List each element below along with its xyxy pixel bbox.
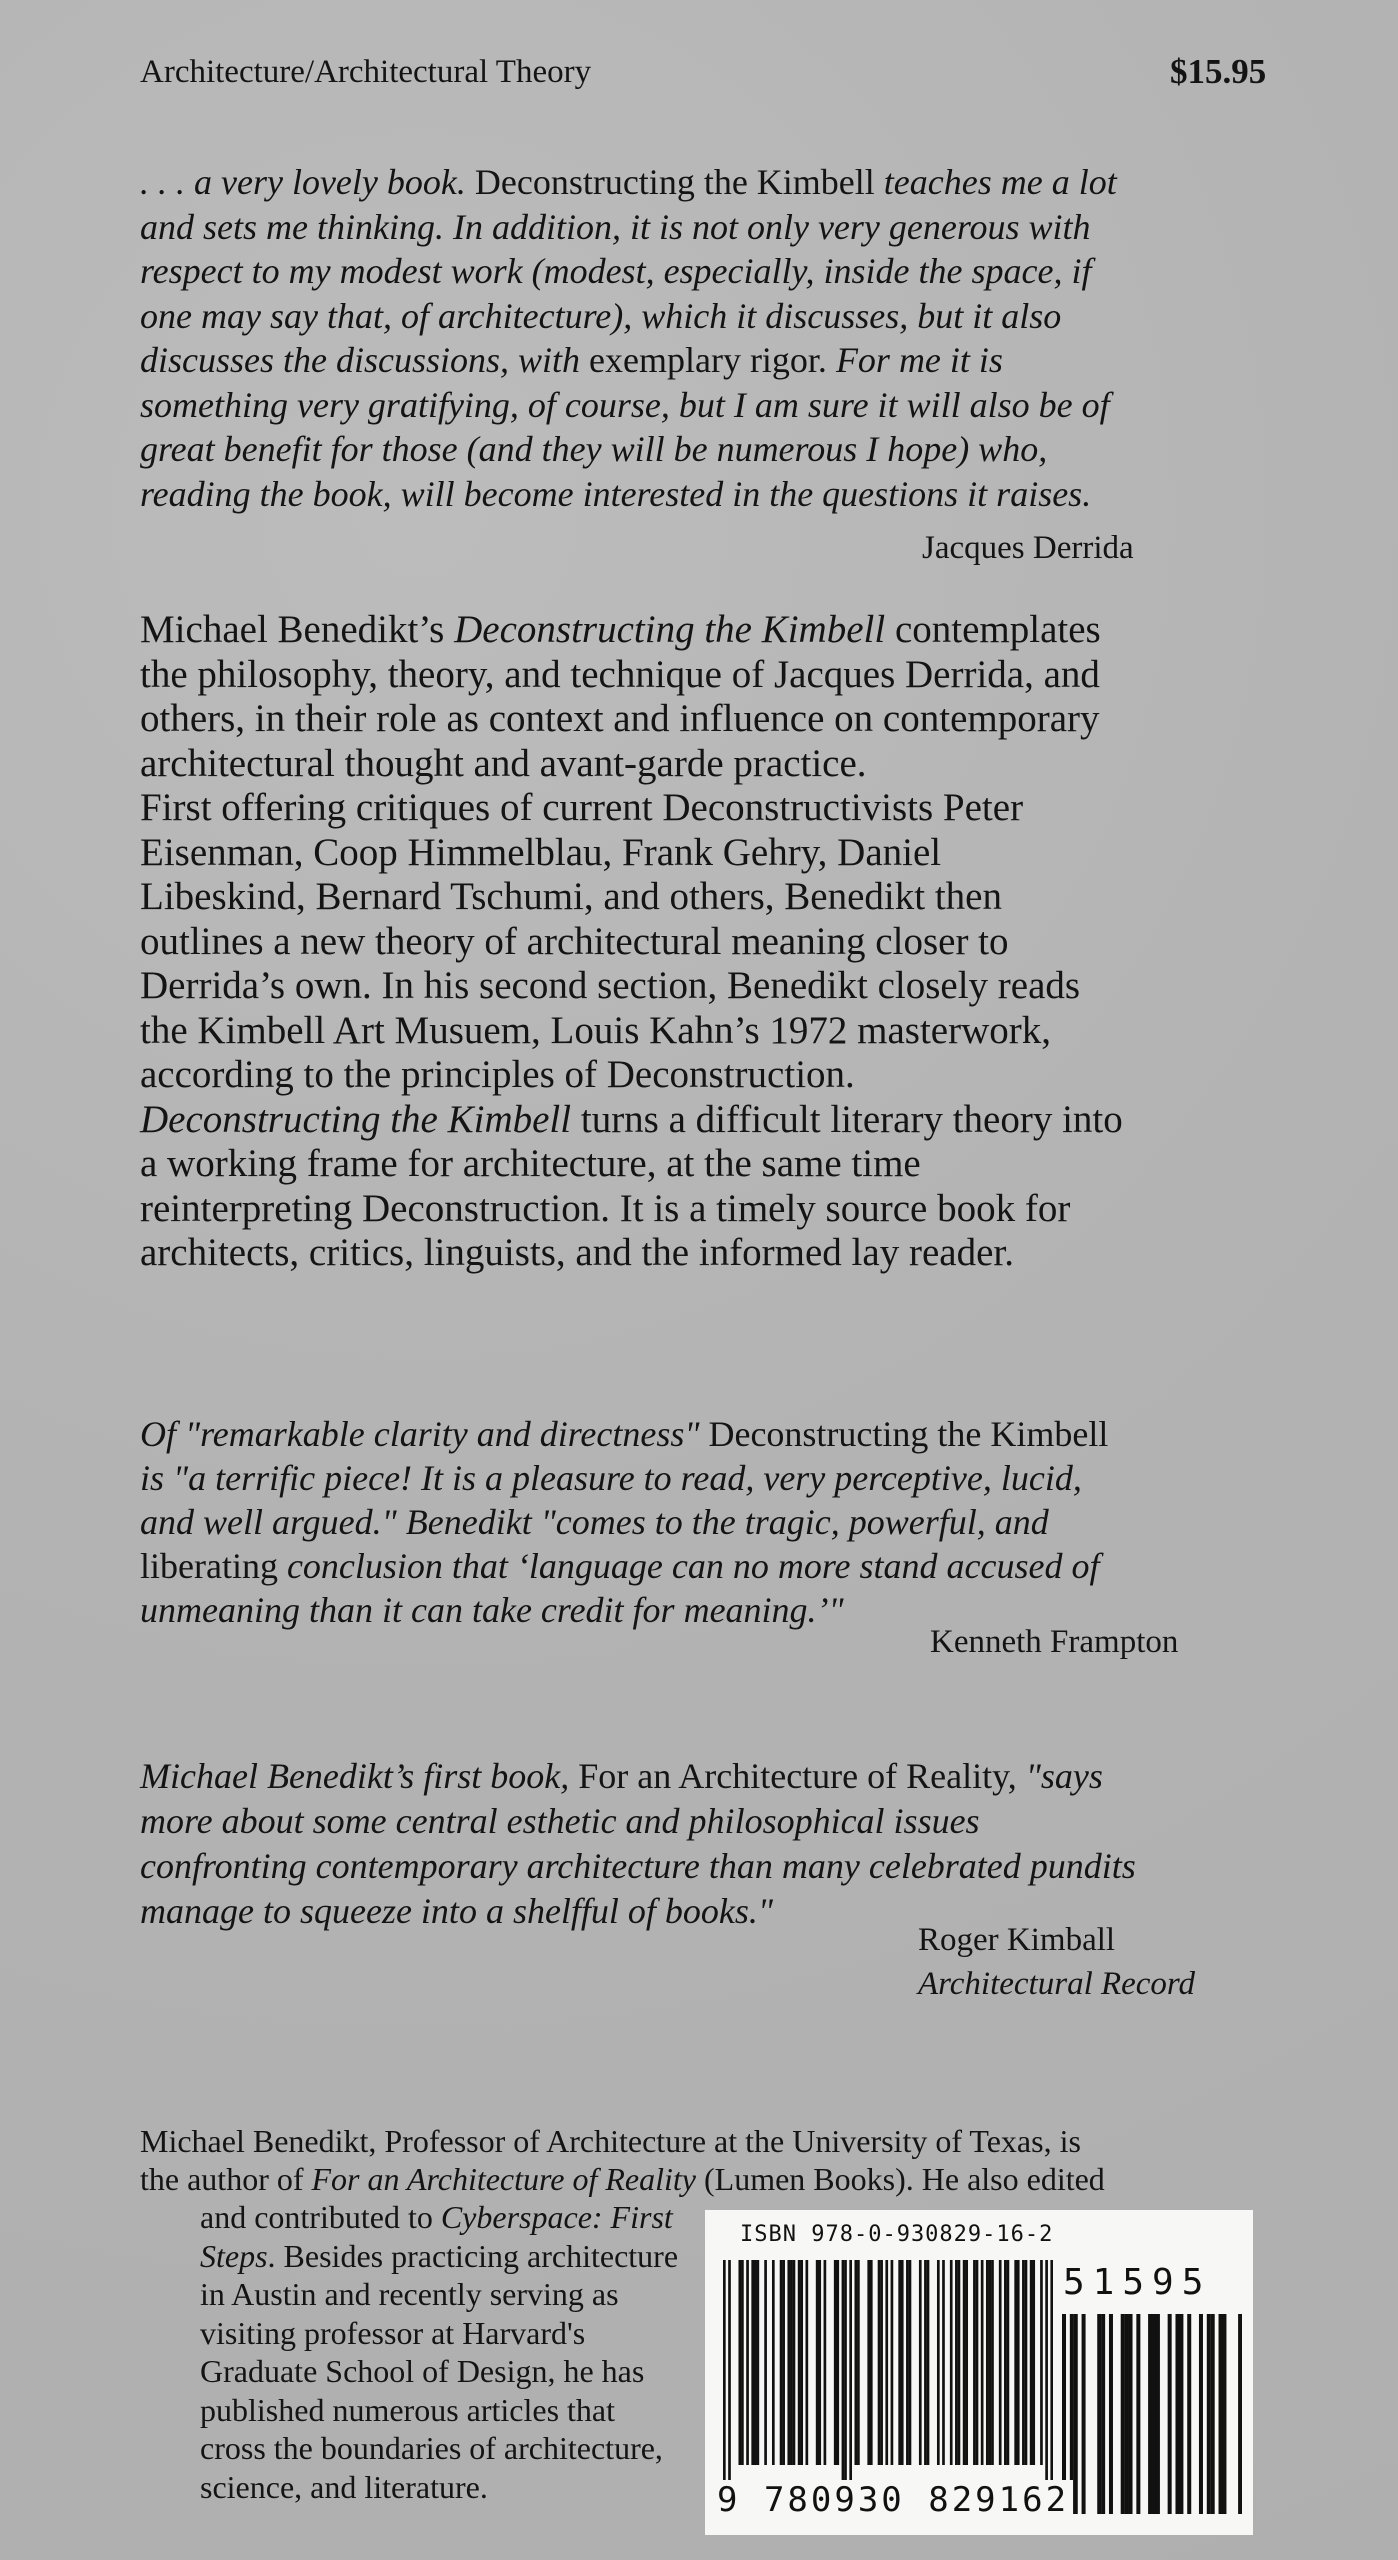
text-line [140,294,1117,339]
barcode-bar [757,2260,760,2465]
barcode-number: 9 780930 829162 [713,2480,1073,2520]
barcode-bar [754,2260,757,2465]
text-line [140,831,1123,876]
barcode-bar [790,2260,793,2465]
barcode-bar [965,2260,968,2465]
text-line [140,1231,1123,1276]
barcode-bar [806,2260,809,2465]
roman-run: Graduate School of Design, he has [200,2353,645,2389]
roman-run: Eisenman, Coop Himmelblau, Frank Gehry, Daniel [140,830,942,874]
derrida-quote [140,160,1117,516]
barcode-bar [999,2260,1002,2465]
roman-run: turns a difficult literary theory into [571,1097,1123,1141]
barcode-bar [800,2260,803,2465]
barcode-bar [1014,2260,1017,2465]
text-line [140,1142,1123,1187]
barcode-bar [919,2260,922,2465]
barcode-bar [1207,2314,1211,2514]
barcode-bar [824,2260,827,2465]
italic-run: Michael Benedikt’s first book, [140,1756,579,1796]
roman-run: a working frame for architecture, at the same time [140,1142,921,1185]
italic-run: reading the book, will become interested in the questions it raises. [140,473,1092,514]
barcode-bar [751,2260,754,2465]
barcode-bar [793,2260,796,2465]
roman-run: Deconstructing the Kimbell [474,162,884,202]
italic-run: something very gratifying, of course, but I am sure it will also be of [140,384,1110,425]
italic-run: Steps [200,2237,268,2274]
italic-run: For an Architecture of Reality [311,2161,696,2197]
roman-run: Deconstructing the Kimbell [708,1414,1109,1454]
barcode-bar [870,2260,873,2465]
barcode-bar [1121,2314,1125,2514]
text-line [140,249,1117,294]
barcode-bar [1007,2260,1010,2465]
italic-run: Of "remarkable clarity and directness" [140,1414,709,1454]
barcode-bar [963,2260,966,2465]
barcode-bar [1199,2314,1203,2514]
barcode-bar [1109,2314,1113,2514]
barcode-bar [1222,2314,1226,2514]
barcode-bar [991,2260,994,2465]
kimball-attribution [918,1918,1195,2006]
italic-run: discusses the discussions, with [140,340,590,380]
barcode-bar [836,2260,839,2465]
italic-run: unmeaning than it can take credit for meaning.’" [140,1590,844,1630]
barcode-bar [885,2260,888,2465]
italic-run: is "a terrific piece! It is a pleasure to read, very perceptive, lucid, [140,1458,1082,1498]
text-line [140,964,1123,1009]
roman-run: according to the principles of Deconstruction. [140,1053,855,1096]
text-line [140,1799,1136,1844]
author-bio-top [140,2122,1105,2198]
roman-run: the philosophy, theory, and technique of Jacques Derrida, and [140,652,1100,696]
roman-run: Michael Benedikt, Professor of Architecture at the University of Texas, is [140,2123,1081,2159]
barcode-bar [1148,2314,1152,2514]
barcode-bar [1017,2260,1020,2465]
text-line [140,1187,1123,1232]
barcode-bar [1030,2260,1033,2465]
text-line [140,697,1123,742]
barcode-bar [787,2260,790,2465]
barcode-bar [986,2260,989,2465]
text-line [140,1053,1123,1098]
barcode-bar [772,2260,775,2465]
frampton-quote [140,1412,1108,1632]
barcode-bar [937,2260,940,2465]
text-line [140,2160,1105,2198]
barcode-bar [1074,2314,1078,2514]
roman-run: science, and literature. [200,2468,488,2505]
italic-run: conclusion that ‘language can no more stand accused of [286,1546,1100,1586]
text-line [140,160,1117,205]
barcode-bar [942,2260,945,2465]
italic-run: Deconstructing the Kimbell [140,1097,572,1141]
text-line [140,786,1123,831]
barcode-bar [878,2260,881,2465]
roman-run: Libeskind, Bernard Tschumi, and others, Benedikt then [140,875,1002,918]
barcode-bar [1025,2260,1028,2465]
barcode-bar [1156,2314,1160,2514]
barcode-bar [1187,2314,1191,2514]
barcode-bar [973,2260,976,2465]
barcode-bar [1219,2314,1223,2514]
barcode-bar [981,2260,984,2465]
text-line [200,2314,678,2353]
text-line [140,383,1117,428]
roman-run: outlines a new theory of architectural meaning closer to [140,919,1009,963]
barcode-bar [1168,2314,1172,2514]
roman-run: For an Architecture of Reality, [578,1756,1026,1796]
author-bio-body [200,2198,678,2506]
italic-run: . . . a very lovely book. [140,162,475,202]
text-line [200,2429,678,2468]
barcode-bar [798,2260,801,2465]
barcode-bar [891,2260,894,2465]
roman-run: Michael Benedikt’s [140,608,455,651]
text-line [200,2468,678,2507]
barcode-bar [1238,2314,1242,2514]
barcode-bar [842,2260,845,2485]
barcode-bar [818,2260,821,2465]
italic-run: Deconstructing the Kimbell [454,608,886,651]
barcode-bar [844,2260,847,2485]
barcode-bar [950,2260,953,2465]
barcode-bar [857,2260,860,2465]
kimball-source: Architectural Record [918,1966,1196,2002]
italic-run: one may say that, of architecture), which it discusses, but it also [140,295,1062,336]
text-line [140,1412,1108,1456]
barcode-bar [1179,2314,1183,2514]
barcode-bar [927,2260,930,2465]
text-line [200,2198,678,2237]
text-line [140,920,1123,965]
italic-run: "says [1025,1756,1103,1796]
barcode-addon-number: 51595 [1063,2262,1212,2303]
barcode-bar [1211,2314,1215,2514]
barcode-bar [958,2260,961,2465]
text-line [200,2275,678,2314]
barcode-bar [1175,2314,1179,2514]
roman-run: cross the boundaries of architecture, [200,2430,663,2466]
book-description [140,608,1123,1276]
barcode-addon-bars [1062,2314,1242,2514]
barcode-bar [1040,2260,1043,2465]
barcode-bar [1004,2260,1007,2465]
barcode-bar [723,2260,726,2485]
barcode-bar [976,2260,979,2465]
barcode-bar [1045,2260,1048,2485]
roman-run: architectural thought and avant-garde practice. [140,741,867,785]
italic-run: and well argued." Benedikt "comes to the tragic, powerful, and [140,1502,1049,1542]
roman-run: and contributed to [200,2199,441,2235]
price-label: $15.95 [1170,52,1267,91]
roman-run: First offering critiques of current Deconstructivists Peter [140,786,1024,829]
text-line [140,742,1123,787]
barcode-bar [867,2260,870,2465]
roman-run: Derrida’s own. In his second section, Benedikt closely reads [140,964,1081,1007]
barcode-bar [1129,2314,1133,2514]
barcode-bar [764,2260,767,2465]
text-line [140,1456,1108,1500]
barcode-bar [1125,2314,1129,2514]
barcode-bar [1032,2260,1035,2465]
roman-run: others, in their role as context and influence on contemporary [140,697,1100,740]
italic-run: For me it is [835,340,1003,380]
barcode-bar [780,2260,783,2465]
text-line [140,205,1117,250]
text-line [140,1754,1136,1799]
barcode-bar [901,2260,904,2465]
roman-run: in Austin and recently serving as [200,2276,619,2312]
kimball-quote [140,1754,1136,1934]
barcode-bar [880,2260,883,2465]
derrida-attribution: Jacques Derrida [922,530,1134,566]
isbn-barcode [705,2210,1253,2535]
text-line [140,427,1117,472]
roman-run: (Lumen Books). He also edited [696,2161,1105,2197]
roman-run: liberating [140,1546,287,1586]
barcode-bar [728,2260,731,2485]
barcode-bar [989,2260,992,2465]
text-line [140,653,1123,698]
barcode-bar [1101,2314,1105,2514]
italic-run: teaches me a lot [883,162,1117,202]
italic-run: and sets me thinking. In addition, it is not only very generous with [140,206,1091,247]
frampton-attribution: Kenneth Frampton [930,1624,1179,1660]
text-line [140,472,1117,517]
roman-run: the author of [140,2161,312,2197]
barcode-bar [738,2260,741,2465]
isbn-text: ISBN 978-0-930829-16-2 [740,2222,1054,2247]
barcode-main-bars [723,2260,1053,2485]
barcode-bar [849,2260,852,2485]
barcode-bar [741,2260,744,2465]
roman-run: visiting professor at Harvard's [200,2314,586,2351]
italic-run: manage to squeeze into a shelfful of books." [140,1891,774,1931]
roman-run: exemplary rigor. [589,340,836,380]
text-line [140,1009,1123,1054]
italic-run: great benefit for those (and they will be numerous I hope) who, [140,429,1048,469]
barcode-bar [924,2260,927,2465]
italic-run: confronting contemporary architecture than many celebrated pundits [140,1846,1136,1886]
barcode-bar [816,2260,819,2465]
barcode-bar [898,2260,901,2465]
kimball-name: Roger Kimball [918,1922,1116,1958]
barcode-bar [1022,2260,1025,2465]
text-line [140,1844,1136,1889]
barcode-bar [909,2260,912,2465]
barcode-bar [1152,2314,1156,2514]
italic-run: Cyberspace: First [440,2199,673,2235]
roman-run: . Besides practicing architecture [267,2237,679,2274]
barcode-bar [1097,2314,1101,2514]
barcode-bar [1082,2314,1086,2514]
roman-run: the Kimbell Art Musuem, Louis Kahn’s 1972 masterwork, [140,1008,1051,1052]
barcode-bar [906,2260,909,2465]
italic-run: respect to my modest work (modest, especially, inside the space, if [140,251,1092,291]
text-line [200,2237,678,2276]
text-line [200,2391,678,2430]
text-line [140,875,1123,920]
italic-run: more about some central esthetic and philosophical issues [140,1801,980,1841]
text-line [140,338,1117,383]
roman-run: published numerous articles that [200,2391,616,2428]
roman-run: contemplates [885,608,1101,651]
text-line [200,2352,678,2391]
text-line [140,608,1123,653]
barcode-bar [782,2260,785,2465]
barcode-bar [854,2260,857,2465]
barcode-bar [834,2260,837,2465]
text-line [140,2122,1105,2160]
barcode-bar [1136,2314,1140,2514]
barcode-bar [1050,2260,1053,2485]
roman-run: architects, critics, linguists, and the informed lay reader. [140,1231,1014,1274]
text-line [140,1544,1108,1588]
category-label: Architecture/Architectural Theory [140,54,592,90]
barcode-bar [955,2260,958,2465]
roman-run: reinterpreting Deconstruction. It is a timely source book for [140,1186,1071,1230]
text-line [140,1500,1108,1544]
barcode-bar [746,2260,749,2465]
text-line [140,1098,1123,1143]
